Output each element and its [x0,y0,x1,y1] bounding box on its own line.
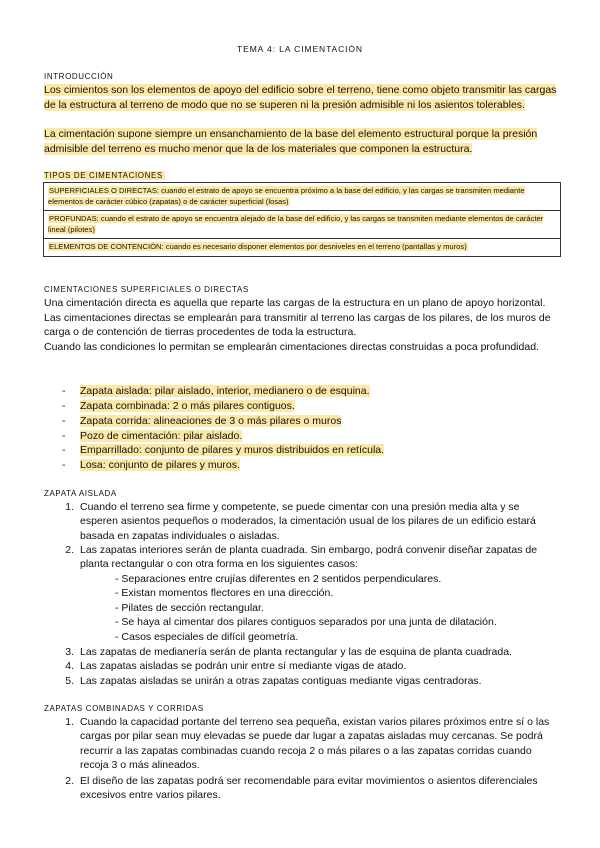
list-item: 2. El diseño de las zapatas podrá ser recomendable para evitar movimientos o asientos diferenciales excesivos entre varios pilares. [65,775,538,802]
intro-paragraph-2: La cimentación supone siempre un ensanchamiento de la base del elemento estructural porque la presión admisible del terreno es mucho menor que la de los materiales que componen la estructura. [44,128,538,155]
sub-list-item: - Se haya al cimentar dos pilares contiguos separados por una junta de dilatación. [115,616,497,628]
list-item: - Zapata aislada: pilar aislado, interior, medianero o de esquina. [62,385,370,397]
intro-paragraph-1: Los cimientos son los elementos de apoyo del edificio sobre el terreno, tiene como objeto transmitir las cargas de la estructura al terreno de modo que no se superen ni la presión admisible ni los asientos tolerables. [44,84,557,111]
aislada-heading: ZAPATA AISLADA [44,489,117,498]
list-item: - Zapata corrida: alineaciones de 3 o más pilares o muros [62,415,342,427]
list-item: - Losa: conjunto de pilares y muros. [62,459,240,471]
list-item: - Pozo de cimentación: pilar aislado. [62,430,243,442]
page-title: TEMA 4: LA CIMENTACIÓN [237,44,363,54]
table-row [44,211,560,239]
list-item: 3. Las zapatas de medianería serán de planta rectangular y las de esquina de planta cuadrada. [65,646,512,658]
list-item: 1. Cuando el terreno sea firme y competente, se puede cimentar con una presión media alta y se esperen asientos pequeños o moderados, la cimentación usual de los pilares de un edificio estará basada en zapatas individuales o aisladas. [65,501,536,542]
sub-list-item: - Existan momentos flectores en una dirección. [115,587,334,599]
table-row [44,183,560,211]
sub-list-item: - Casos especiales de difícil geometría. [115,631,299,643]
row-label: PROFUNDAS: [49,214,99,223]
sub-list-item: - Separaciones entre crujías diferentes en 2 sentidos perpendiculares. [115,573,442,585]
list-item: 5. Las zapatas aisladas se unirán a otras zapatas contiguas mediante vigas centradoras. [65,675,482,687]
superficiales-paragraph-2: Cuando las condiciones lo permitan se emplearán cimentaciones directas construidas a poca profundidad. [44,341,539,353]
tipos-heading: TIPOS DE CIMENTACIONES [44,171,163,180]
row-text: cuando es necesario disponer elementos por desniveles en el terreno (pantallas y muros) [165,242,467,251]
row-label: SUPERFICIALES O DIRECTAS: [49,186,159,195]
list-item: 1. Cuando la capacidad portante del terreno sea pequeña, existan varios pilares próximos entre sí o las cargas por pilar sean muy elevadas se puede dar lugar a zapatas aisladas muy cercanas. Se podrá recurrir a las zapatas combinadas cuando recoja 2 o más pilares o a las zapatas corridas cuando recoja 3 o más alineados. [65,716,550,772]
sub-list-item: - Pilates de sección rectangular. [115,602,264,614]
row-text: cuando el estrato de apoyo se encuentra alejado de la base del edificio, y las cargas se transmiten mediante elementos de carácter lineal (pilotes) [48,214,544,234]
row-label: ELEMENTOS DE CONTENCIÓN: [49,242,164,251]
superficiales-paragraph-1: Una cimentación directa es aquella que reparte las cargas de la estructura en un plano de apoyo horizontal. Las cimentaciones directas se emplearán para transmitir al terreno las cargas de los pilares, de los muros de carga o de contención de tierras procedentes de toda la estructura. [44,297,551,339]
list-item: - Emparrillado: conjunto de pilares y muros distribuidos en retícula. [62,444,385,456]
tipos-table [43,182,561,257]
list-item: - Zapata combinada: 2 o más pilares contiguos. [62,400,295,412]
list-item: 4. Las zapatas aisladas se podrán unir entre sí mediante vigas de atado. [65,660,407,672]
combinadas-heading: ZAPATAS COMBINADAS Y CORRIDAS [44,704,204,713]
table-row [44,239,560,256]
row-text: cuando el estrato de apoyo se encuentra próximo a la base del edificio, y las cargas se transmiten mediante elementos de carácter cúbico (zapatas) o de carácter superficial (losas) [48,186,525,206]
superficiales-heading: CIMENTACIONES SUPERFICIALES O DIRECTAS [44,285,249,294]
list-item: 2. Las zapatas interiores serán de planta cuadrada. Sin embargo, podrá convenir diseñar zapatas de planta rectangular o con otra forma en los siguientes casos: [65,544,538,571]
intro-heading: INTRODUCCIÓN [44,72,114,81]
